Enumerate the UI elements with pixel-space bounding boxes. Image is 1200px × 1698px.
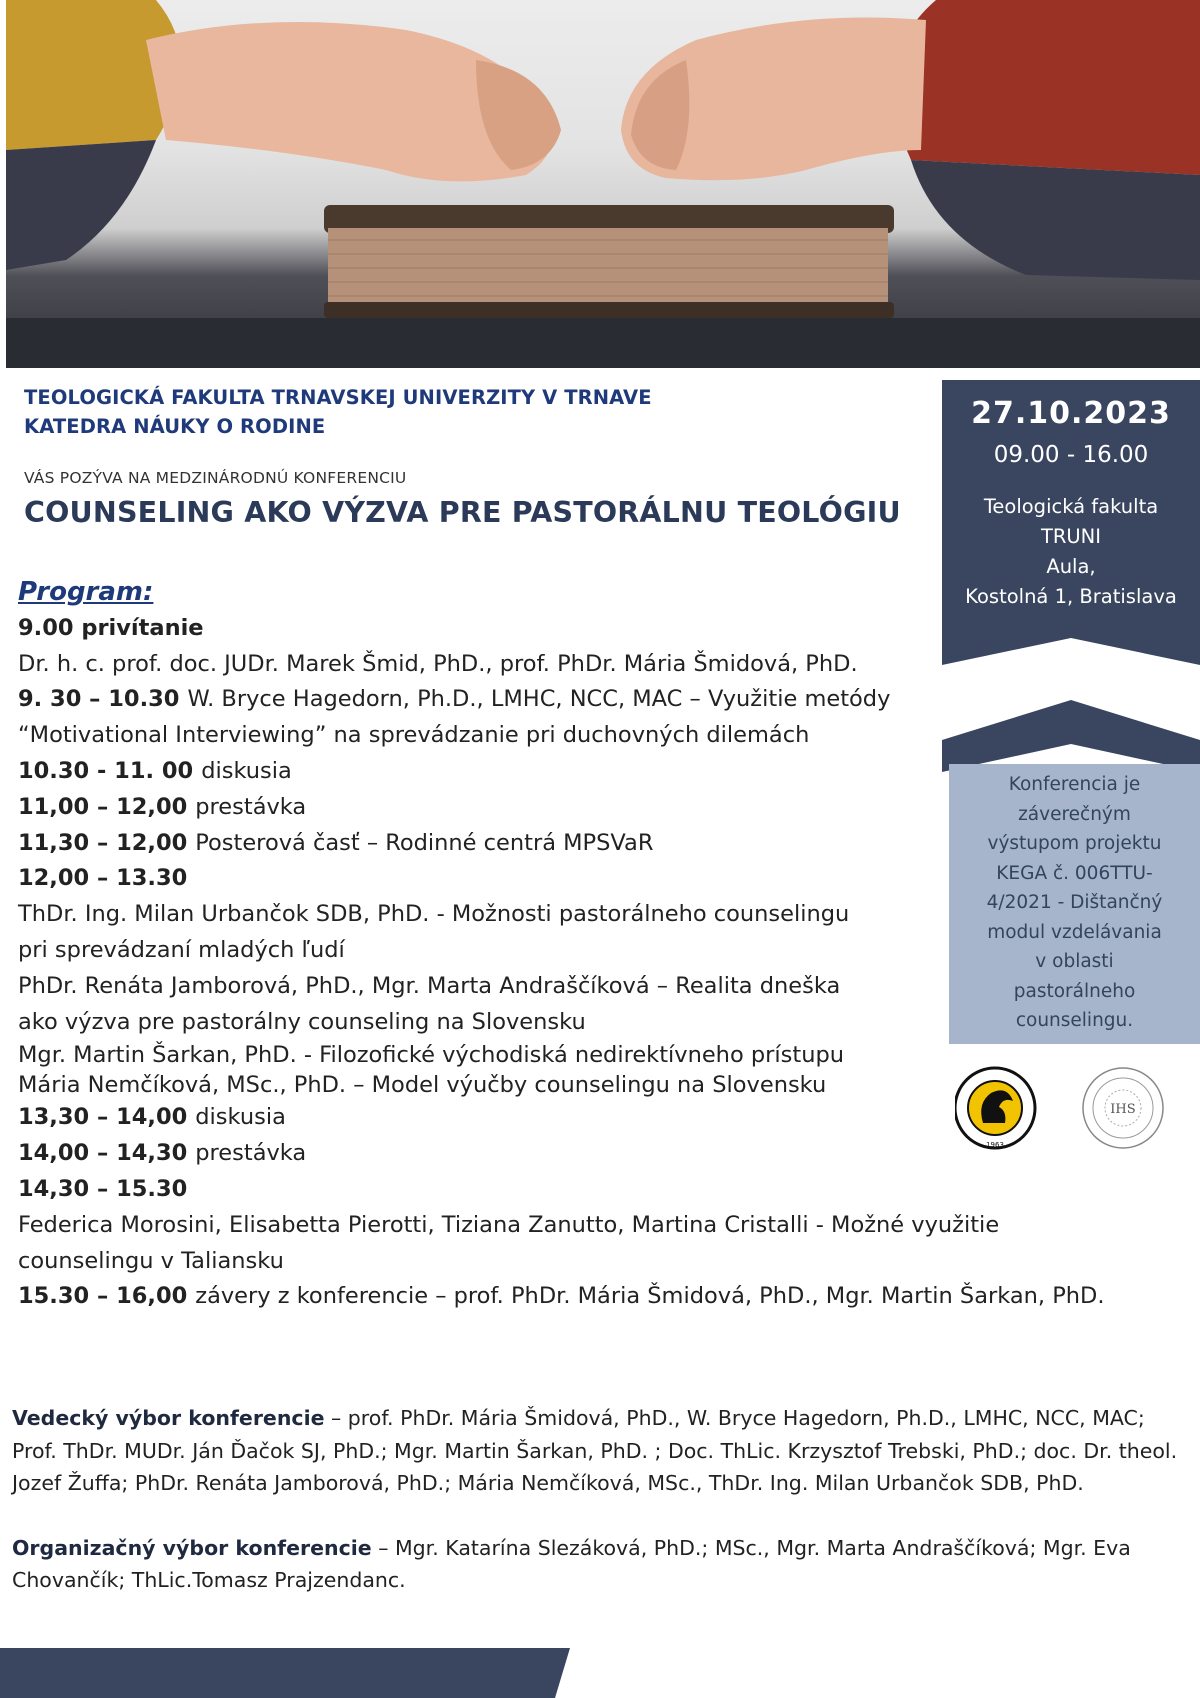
project-note-line: Konferencia je — [1008, 774, 1141, 795]
location-line: Kostolná 1, Bratislava — [965, 585, 1177, 608]
schedule-item — [18, 1070, 1198, 1100]
schedule-item — [18, 718, 1198, 754]
schedule-text: prestávka — [195, 1140, 307, 1167]
schedule-text: Dr. h. c. prof. doc. JUDr. Marek Šmid, PhD., prof. PhDr. Mária Šmidová, PhD. — [18, 650, 858, 677]
scientific-committee-label: Vedecký výbor konferencie — [12, 1406, 325, 1430]
schedule-text: diskusia — [195, 1104, 286, 1131]
schedule-item — [18, 1136, 1198, 1172]
schedule-text: Posterová časť – Rodinné centrá MPSVaR — [195, 829, 654, 856]
schedule-text: PhDr. Renáta Jamborová, PhD., Mgr. Marta Andraščíková – Realita dneška — [18, 972, 841, 999]
schedule-text: W. Bryce Hagedorn, Ph.D., LMHC, NCC, MAC – Využitie metódy — [187, 686, 891, 713]
schedule-time: 9.00 privítanie — [18, 614, 204, 641]
schedule-text: Federica Morosini, Elisabetta Pierotti, Tiziana Zanutto, Martina Cristalli - Možné využitie — [18, 1211, 1000, 1238]
project-note-line: 4/2021 - Dištančný — [986, 892, 1163, 913]
conference-title: COUNSELING AKO VÝZVA PRE PASTORÁLNU TEOLÓGIU — [24, 496, 901, 529]
invitation-line: VÁS POZÝVA NA MEDZINÁRODNÚ KONFERENCIU — [24, 469, 407, 487]
hands-on-book-illustration — [6, 0, 1200, 368]
svg-text:IHS: IHS — [1110, 1102, 1136, 1117]
scientific-committee — [12, 1402, 1182, 1500]
schedule-item — [18, 1279, 1198, 1315]
schedule-time: 14,00 – 14,30 — [18, 1140, 188, 1167]
schedule-time: 12,00 – 13.30 — [18, 865, 188, 892]
schedule-item — [18, 754, 1198, 790]
project-note-line: counselingu. — [1015, 1010, 1134, 1031]
schedule-text: “Motivational Interviewing” na sprevádzanie pri duchovných dilemách — [18, 722, 810, 749]
project-note-line: modul vzdelávania — [987, 921, 1162, 943]
schedule-item — [18, 790, 1198, 826]
svg-text:1963: 1963 — [986, 1141, 1004, 1149]
committees-section — [12, 1402, 1182, 1597]
schedule-item — [18, 1172, 1198, 1208]
organizing-committee-members: – Mgr. Katarína Slezáková, PhD.; MSc., Mgr. Marta Andraščíková; Mgr. Eva Chovančík; ThLic.Tomasz Prajzendanc. — [12, 1535, 1131, 1592]
schedule-text: diskusia — [201, 757, 292, 784]
schedule-time: 10.30 - 11. 00 — [18, 757, 194, 784]
schedule-text: Mgr. Martin Šarkan, PhD. - Filozofické východiská nedirektívneho prístupu — [18, 1042, 844, 1069]
schedule-text: závery z konferencie – prof. PhDr. Mária Šmidová, PhD., Mgr. Martin Šarkan, PhD. — [195, 1283, 1105, 1310]
schedule-text: counselingu v Taliansku — [18, 1247, 284, 1274]
schedule-time: 14,30 – 15.30 — [18, 1175, 188, 1202]
schedule-item — [18, 647, 1198, 683]
schedule-text: Mária Nemčíková, MSc., PhD. – Model výučby counselingu na Slovensku — [18, 1072, 827, 1099]
schedule-time: 13,30 – 14,00 — [18, 1104, 188, 1131]
schedule-time: 15.30 – 16,00 — [18, 1283, 188, 1310]
organizing-committee — [12, 1532, 1182, 1597]
location-line: Teologická fakulta — [983, 495, 1159, 518]
schedule-time: 11,30 – 12,00 — [18, 829, 188, 856]
schedule-item — [18, 861, 1198, 897]
organizing-committee-label: Organizačný výbor konferencie — [12, 1535, 372, 1560]
schedule-item — [18, 611, 1198, 647]
schedule-item — [18, 1244, 1198, 1280]
schedule-item — [18, 1040, 1198, 1070]
event-date: 27.10.2023 — [971, 396, 1171, 431]
department-name: KATEDRA NÁUKY O RODINE — [24, 415, 326, 438]
event-time: 09.00 - 16.00 — [993, 442, 1149, 468]
scientific-committee-members: – prof. PhDr. Mária Šmidová, PhD., W. Bryce Hagedorn, Ph.D., LMHC, NCC, MAC; Prof. ThDr. MUDr. Ján Ďačok SJ, PhD.; Mgr. Martin Šarkan, PhD. ; Doc. ThLic. Krzysztof Trebski, PhD.; doc. Dr. theol. Jozef Žuffa; PhDr. Renáta Jamborová, PhD.; Mária Nemčíková, MSc., ThDr. Ing. Milan Urbančok SDB, PhD. — [12, 1406, 1178, 1495]
schedule-text: ThDr. Ing. Milan Urbančok SDB, PhD. - Možnosti pastorálneho counselingu — [18, 901, 850, 928]
schedule-item — [18, 1208, 1198, 1244]
program-schedule — [18, 575, 1198, 1315]
project-note-line: KEGA č. 006TTU- — [996, 862, 1153, 884]
location-line: TRUNI — [1040, 525, 1102, 548]
schedule-item — [18, 897, 1198, 933]
project-note-line: výstupom projektu — [987, 833, 1162, 854]
schedule-text: ako výzva pre pastorálny counseling na Slovensku — [18, 1008, 586, 1035]
schedule-text: pri sprevádzaní mladých ľudí — [18, 936, 345, 963]
schedule-item — [18, 969, 1198, 1005]
schedule-item — [18, 933, 1198, 969]
project-note-line: pastorálneho — [1013, 980, 1136, 1002]
schedule-item — [18, 682, 1198, 718]
schedule-time: 9. 30 – 10.30 — [18, 686, 180, 713]
schedule-item — [18, 826, 1198, 862]
schedule-text: prestávka — [195, 793, 307, 820]
location-line: Aula, — [1046, 555, 1096, 578]
schedule-item — [18, 1005, 1198, 1041]
project-note-line: záverečným — [1018, 803, 1131, 825]
schedule-item — [18, 1100, 1198, 1136]
organizer-block — [24, 383, 652, 441]
footer-bar — [0, 1648, 1200, 1698]
project-note-line: v oblasti — [1035, 951, 1114, 972]
schedule-time: 11,00 – 12,00 — [18, 793, 188, 820]
program-heading: Program: — [18, 577, 154, 607]
faculty-name: TEOLOGICKÁ FAKULTA TRNAVSKEJ UNIVERZITY V TRNAVE — [24, 386, 652, 409]
hero-photo — [6, 0, 1200, 368]
